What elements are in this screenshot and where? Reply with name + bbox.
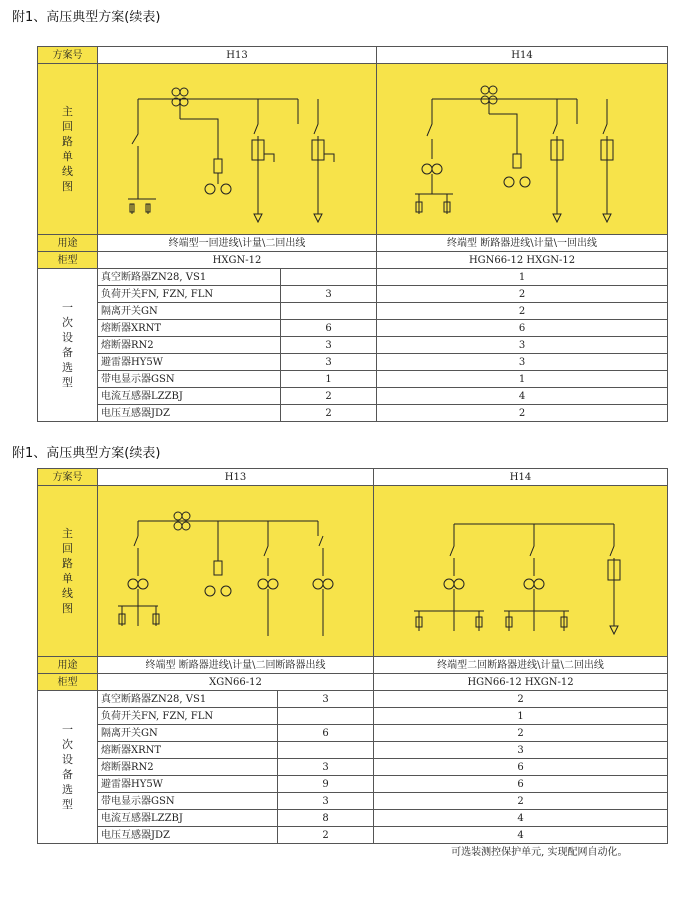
- qty-h13: 6: [281, 320, 377, 337]
- cabinet-h13: HXGN-12: [98, 252, 377, 269]
- qty-h14: 2: [374, 793, 668, 810]
- qty-h14: 1: [377, 269, 668, 286]
- scheme-no-label: 方案号: [38, 469, 98, 486]
- qty-h13: 3: [281, 286, 377, 303]
- qty-h13: 6: [278, 725, 374, 742]
- h14-single-line-diagram: [377, 64, 668, 235]
- equipment-name: 负荷开关FN, FZN, FLN: [98, 286, 281, 303]
- usage-label: 用途: [38, 657, 98, 674]
- equipment-name: 隔离开关GN: [98, 725, 278, 742]
- qty-h13: 3: [281, 354, 377, 371]
- qty-h14: 1: [377, 371, 668, 388]
- qty-h14: 2: [374, 691, 668, 708]
- equipment-name: 真空断路器ZN28, VS1: [98, 691, 278, 708]
- qty-h14: 2: [374, 725, 668, 742]
- qty-h13: [281, 303, 377, 320]
- qty-h14: 4: [374, 810, 668, 827]
- equipment-name: 电流互感器LZZBJ: [98, 388, 281, 405]
- equipment-name: 避雷器HY5W: [98, 354, 281, 371]
- qty-h14: 4: [377, 388, 668, 405]
- usage-h14: 终端型二回断路器进线\计量\二回出线: [374, 657, 668, 674]
- qty-h13: [278, 742, 374, 759]
- equipment-name: 电流互感器LZZBJ: [98, 810, 278, 827]
- equipment-name: 隔离开关GN: [98, 303, 281, 320]
- usage-h13: 终端型一回进线\计量\二回出线: [98, 235, 377, 252]
- qty-h13: [278, 708, 374, 725]
- qty-h14: 2: [377, 405, 668, 422]
- equipment-name: 避雷器HY5W: [98, 776, 278, 793]
- h13-single-line-diagram: [98, 64, 377, 235]
- equipment-label: 一 次 设 备 选 型: [38, 691, 98, 844]
- scheme-h14-header: H14: [374, 469, 668, 486]
- qty-h13: 3: [278, 793, 374, 810]
- equipment-name: 熔断器RN2: [98, 759, 278, 776]
- diagram-label: 主 回 路 单 线 图: [38, 486, 98, 657]
- equipment-name: 带电显示器GSN: [98, 793, 278, 810]
- cabinet-h14: HGN66-12 HXGN-12: [374, 674, 668, 691]
- scheme-no-label: 方案号: [38, 47, 98, 64]
- cabinet-h13: XGN66-12: [98, 674, 374, 691]
- section1-title: 附1、高压典型方案(续表): [12, 10, 161, 25]
- qty-h13: 2: [281, 388, 377, 405]
- qty-h14: 3: [374, 742, 668, 759]
- footnote: 可选装测控保护单元, 实现配网自动化。: [38, 844, 668, 861]
- qty-h13: 3: [278, 691, 374, 708]
- equipment-name: 熔断器XRNT: [98, 320, 281, 337]
- qty-h14: 4: [374, 827, 668, 844]
- qty-h14: 2: [377, 286, 668, 303]
- cabinet-label: 柜型: [38, 252, 98, 269]
- diagram-label: 主 回 路 单 线 图: [38, 64, 98, 235]
- usage-h14: 终端型 断路器进线\计量\一回出线: [377, 235, 668, 252]
- cabinet-label: 柜型: [38, 674, 98, 691]
- h13-single-line-diagram-2: [98, 486, 374, 657]
- equipment-name: 电压互感器JDZ: [98, 405, 281, 422]
- usage-label: 用途: [38, 235, 98, 252]
- equipment-label: 一 次 设 备 选 型: [38, 269, 98, 422]
- h14-single-line-diagram-2: [374, 486, 668, 657]
- scheme-h13-header: H13: [98, 469, 374, 486]
- qty-h13: 2: [278, 827, 374, 844]
- qty-h13: 3: [281, 337, 377, 354]
- equipment-name: 负荷开关FN, FZN, FLN: [98, 708, 278, 725]
- qty-h13: 2: [281, 405, 377, 422]
- qty-h14: 3: [377, 354, 668, 371]
- qty-h14: 6: [377, 320, 668, 337]
- section1-table: [37, 46, 668, 422]
- qty-h14: 6: [374, 776, 668, 793]
- qty-h13: 8: [278, 810, 374, 827]
- cabinet-h14: HGN66-12 HXGN-12: [377, 252, 668, 269]
- equipment-name: 熔断器RN2: [98, 337, 281, 354]
- qty-h13: 9: [278, 776, 374, 793]
- section2-table: [37, 468, 668, 860]
- equipment-name: 带电显示器GSN: [98, 371, 281, 388]
- usage-h13: 终端型 断路器进线\计量\二回断路器出线: [98, 657, 374, 674]
- equipment-name: 电压互感器JDZ: [98, 827, 278, 844]
- qty-h14: 2: [377, 303, 668, 320]
- qty-h14: 3: [377, 337, 668, 354]
- qty-h13: 3: [278, 759, 374, 776]
- qty-h14: 6: [374, 759, 668, 776]
- equipment-name: 真空断路器ZN28, VS1: [98, 269, 281, 286]
- scheme-h14-header: H14: [377, 47, 668, 64]
- qty-h13: 1: [281, 371, 377, 388]
- section2-title: 附1、高压典型方案(续表): [12, 446, 161, 461]
- qty-h14: 1: [374, 708, 668, 725]
- scheme-h13-header: H13: [98, 47, 377, 64]
- qty-h13: [281, 269, 377, 286]
- equipment-name: 熔断器XRNT: [98, 742, 278, 759]
